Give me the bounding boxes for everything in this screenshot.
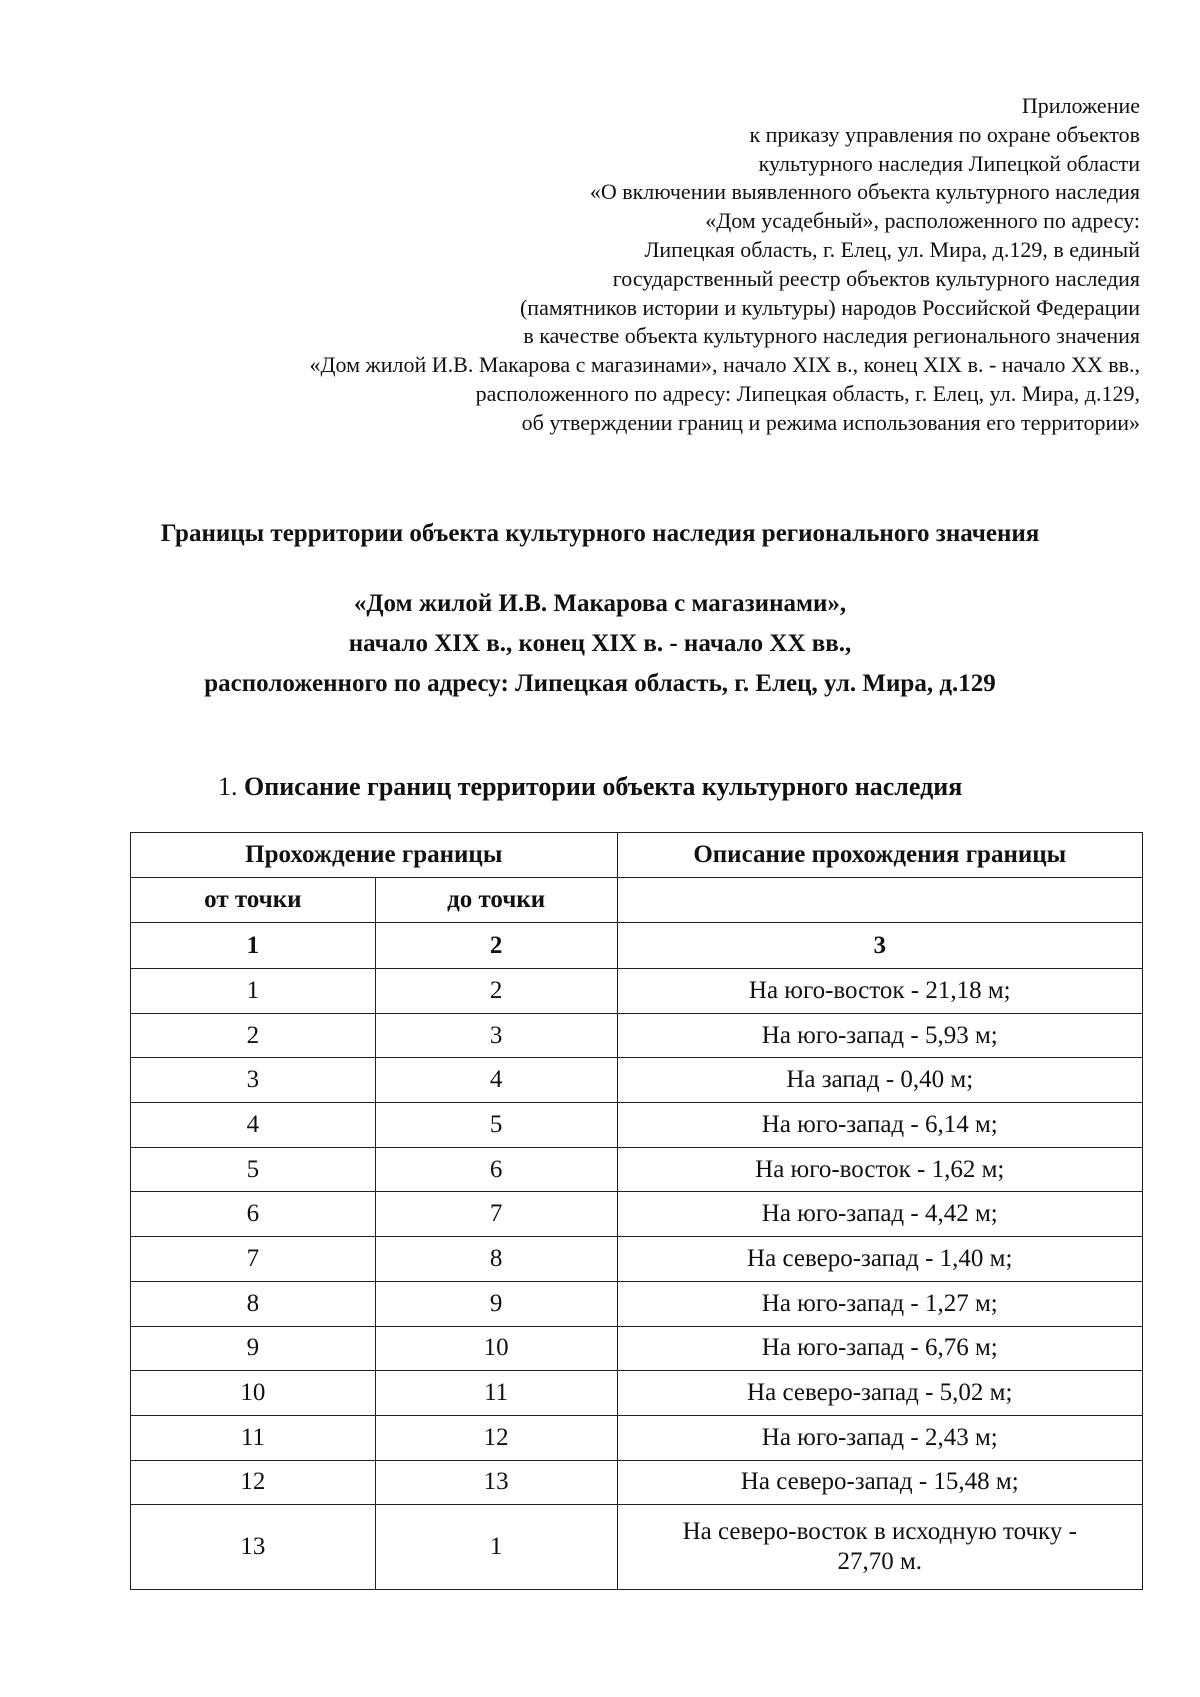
column-number: 1	[131, 923, 376, 969]
cell-description: На юго-запад - 1,27 м;	[617, 1281, 1142, 1326]
header-description: Описание прохождения границы	[617, 833, 1142, 878]
cell-to: 6	[375, 1147, 617, 1192]
cell-description: На северо-запад - 5,02 м;	[617, 1371, 1142, 1416]
cell-description: На юго-запад - 6,76 м;	[617, 1326, 1142, 1371]
object-dating-title: начало XIX в., конец XIX в. - начало XX вв.,	[348, 630, 852, 657]
column-number: 2	[375, 923, 617, 969]
appendix-line: расположенного по адресу: Липецкая область, г. Елец, ул. Мира, д.129,	[475, 380, 1140, 406]
appendix-header	[140, 92, 1140, 438]
object-name-title: «Дом жилой И.В. Макарова с магазинами»,	[353, 590, 847, 617]
table-row	[131, 1147, 1143, 1192]
cell-description: На северо-запад - 15,48 м;	[617, 1460, 1142, 1505]
cell-to: 5	[375, 1103, 617, 1148]
header-empty-cell	[617, 878, 1142, 923]
table-subheader-row	[131, 878, 1143, 923]
cell-to: 8	[375, 1237, 617, 1282]
appendix-line: «О включении выявленного объекта культурного наследия	[589, 179, 1140, 205]
table-row	[131, 1192, 1143, 1237]
section-heading	[218, 772, 962, 802]
cell-to: 2	[375, 969, 617, 1014]
cell-from: 2	[131, 1013, 376, 1058]
cell-from: 9	[131, 1326, 376, 1371]
appendix-line: государственный реестр объектов культурного наследия	[612, 265, 1140, 291]
appendix-line: культурного наследия Липецкой области	[758, 150, 1140, 176]
cell-from: 11	[131, 1415, 376, 1460]
cell-from: 1	[131, 969, 376, 1014]
cell-to: 3	[375, 1013, 617, 1058]
table-row	[131, 1237, 1143, 1282]
cell-description	[617, 1505, 1142, 1590]
header-from-point: от точки	[131, 878, 376, 923]
table-row	[131, 1326, 1143, 1371]
cell-from: 7	[131, 1237, 376, 1282]
cell-description: На юго-запад - 6,14 м;	[617, 1103, 1142, 1148]
cell-to: 7	[375, 1192, 617, 1237]
cell-from: 6	[131, 1192, 376, 1237]
table-row	[131, 1103, 1143, 1148]
section-number: 1.	[218, 772, 238, 801]
cell-description: На юго-запад - 2,43 м;	[617, 1415, 1142, 1460]
appendix-line: «Дом жилой И.В. Макарова с магазинами», начало XIX в., конец XIX в. - начало XX вв.,	[309, 352, 1140, 378]
boundary-table	[130, 832, 1143, 1590]
table-header-row	[131, 833, 1143, 878]
cell-description: На северо-запад - 1,40 м;	[617, 1237, 1142, 1282]
column-number: 3	[617, 923, 1142, 969]
cell-to: 12	[375, 1415, 617, 1460]
table-row	[131, 1013, 1143, 1058]
cell-description: На юго-запад - 5,93 м;	[617, 1013, 1142, 1058]
cell-from: 8	[131, 1281, 376, 1326]
appendix-line: «Дом усадебный», расположенного по адресу:	[705, 208, 1140, 234]
table-row	[131, 1371, 1143, 1416]
cell-description-line: 27,70 м.	[837, 1548, 923, 1576]
cell-from: 5	[131, 1147, 376, 1192]
header-to-point: до точки	[375, 878, 617, 923]
header-passage: Прохождение границы	[131, 833, 618, 878]
cell-from: 12	[131, 1460, 376, 1505]
appendix-line: Липецкая область, г. Елец, ул. Мира, д.129, в единый	[644, 236, 1140, 262]
appendix-line: к приказу управления по охране объектов	[749, 121, 1140, 147]
table-row	[131, 969, 1143, 1014]
cell-to: 4	[375, 1058, 617, 1103]
cell-from: 10	[131, 1371, 376, 1416]
cell-description-line: На северо-восток в исходную точку -	[682, 1518, 1077, 1546]
appendix-line: Приложение	[1021, 93, 1140, 118]
cell-to: 13	[375, 1460, 617, 1505]
cell-from: 13	[131, 1505, 376, 1590]
cell-from: 4	[131, 1103, 376, 1148]
column-number-row	[131, 923, 1143, 969]
cell-from: 3	[131, 1058, 376, 1103]
cell-to: 9	[375, 1281, 617, 1326]
appendix-line: об утверждении границ и режима использования его территории»	[521, 409, 1140, 435]
document-title-line: Границы территории объекта культурного наследия регионального значения	[160, 520, 1040, 547]
cell-description: На юго-восток - 21,18 м;	[617, 969, 1142, 1014]
cell-to: 1	[375, 1505, 617, 1590]
table-row	[131, 1460, 1143, 1505]
table-row	[131, 1505, 1143, 1590]
cell-description: На юго-запад - 4,42 м;	[617, 1192, 1142, 1237]
table-row	[131, 1058, 1143, 1103]
cell-to: 10	[375, 1326, 617, 1371]
appendix-line: (памятников истории и культуры) народов Российской Федерации	[519, 294, 1140, 320]
appendix-line: в качестве объекта культурного наследия регионального значения	[523, 323, 1140, 349]
cell-description: На запад - 0,40 м;	[617, 1058, 1142, 1103]
cell-description: На юго-восток - 1,62 м;	[617, 1147, 1142, 1192]
table-row	[131, 1415, 1143, 1460]
cell-to: 11	[375, 1371, 617, 1416]
table-row	[131, 1281, 1143, 1326]
object-address-title: расположенного по адресу: Липецкая область, г. Елец, ул. Мира, д.129	[204, 670, 996, 697]
section-heading-text: Описание границ территории объекта культурного наследия	[244, 772, 963, 801]
